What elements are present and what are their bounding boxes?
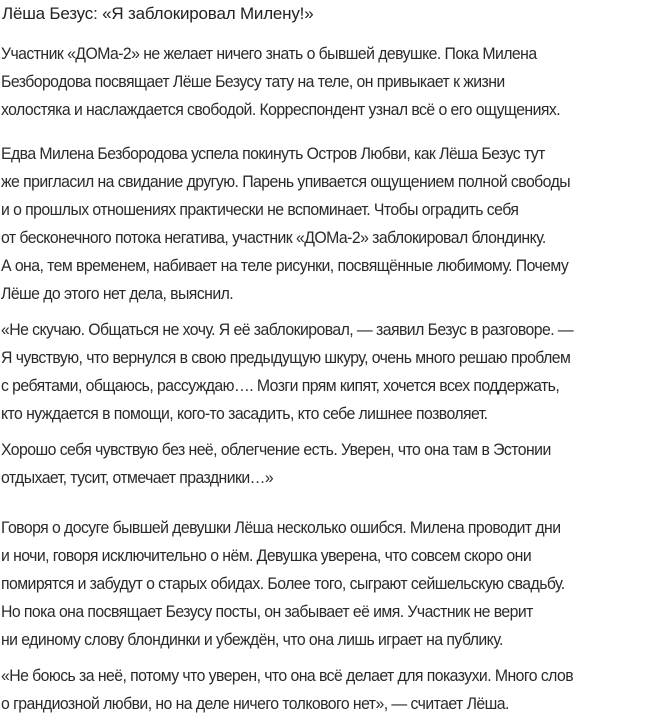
paragraph-quote-3 (1, 662, 573, 718)
text-line: «Не боюсь за неё, потому что уверен, что она всё делает для показухи. Много слов (1, 666, 574, 685)
paragraph-body-2 (1, 514, 565, 654)
text-line: и о прошлых отношениях практически не вспоминает. Чтобы оградить себя (1, 200, 519, 219)
article-title: Лёша Безус: «Я заблокировал Милену!» (2, 4, 314, 23)
text-line: Говоря о досуге бывшей девушки Лёша несколько ошибся. Милена проводит дни (1, 518, 561, 537)
paragraph-quote-1 (1, 316, 573, 428)
text-line: Едва Милена Безбородова успела покинуть Остров Любви, как Лёша Безус тут (1, 144, 545, 163)
text-line: Участник «ДОМа-2» не желает ничего знать о бывшей девушке. Пока Милена (1, 44, 537, 63)
text-line: с ребятами, общаюсь, рассуждаю…. Мозги прям кипят, хочется всех поддержать, (1, 376, 560, 395)
text-line: Лёше до этого нет дела, выяснил. (1, 284, 234, 303)
text-line: Я чувствую, что вернулся в свою предыдущую шкуру, очень много решаю проблем (1, 348, 571, 367)
text-line: о грандиозной любви, но на деле ничего толкового нет», — считает Лёша. (1, 694, 509, 713)
text-line: Но пока она посвящает Безусу посты, он забывает её имя. Участник не верит (1, 602, 533, 621)
text-line: и ночи, говоря исключительно о нём. Девушка уверена, что совсем скоро они (1, 546, 532, 565)
text-line: Безбородова посвящает Лёше Безусу тату на теле, он привыкает к жизни (1, 72, 505, 91)
text-line: же пригласил на свидание другую. Парень упивается ощущением полной свободы (1, 172, 571, 191)
paragraph-body-1 (1, 140, 570, 308)
text-line: от бесконечного потока негатива, участник «ДОМа-2» заблокировал блондинку. (1, 228, 546, 247)
text-line: кто нуждается в помощи, кого-то засадить, кто себе лишнее позволяет. (1, 404, 488, 423)
text-line: А она, тем временем, набивает на теле рисунки, посвящённые любимому. Почему (1, 256, 569, 275)
text-line: помирятся и забудут о старых обидах. Более того, сыграют сейшельскую свадьбу. (1, 574, 565, 593)
text-line: ни единому слову блондинки и убеждён, что она лишь играет на публику. (1, 630, 503, 649)
paragraph-intro (1, 40, 560, 124)
text-line: отдыхает, тусит, отмечает праздники…» (1, 468, 274, 487)
text-line: Хорошо себя чувствую без неё, облегчение есть. Уверен, что она там в Эстонии (1, 440, 551, 459)
text-line: «Не скучаю. Общаться не хочу. Я её заблокировал, — заявил Безус в разговоре. — (1, 320, 574, 339)
text-line: холостяка и наслаждается свободой. Корреспондент узнал всё о его ощущениях. (1, 100, 561, 119)
paragraph-quote-2 (1, 436, 551, 492)
